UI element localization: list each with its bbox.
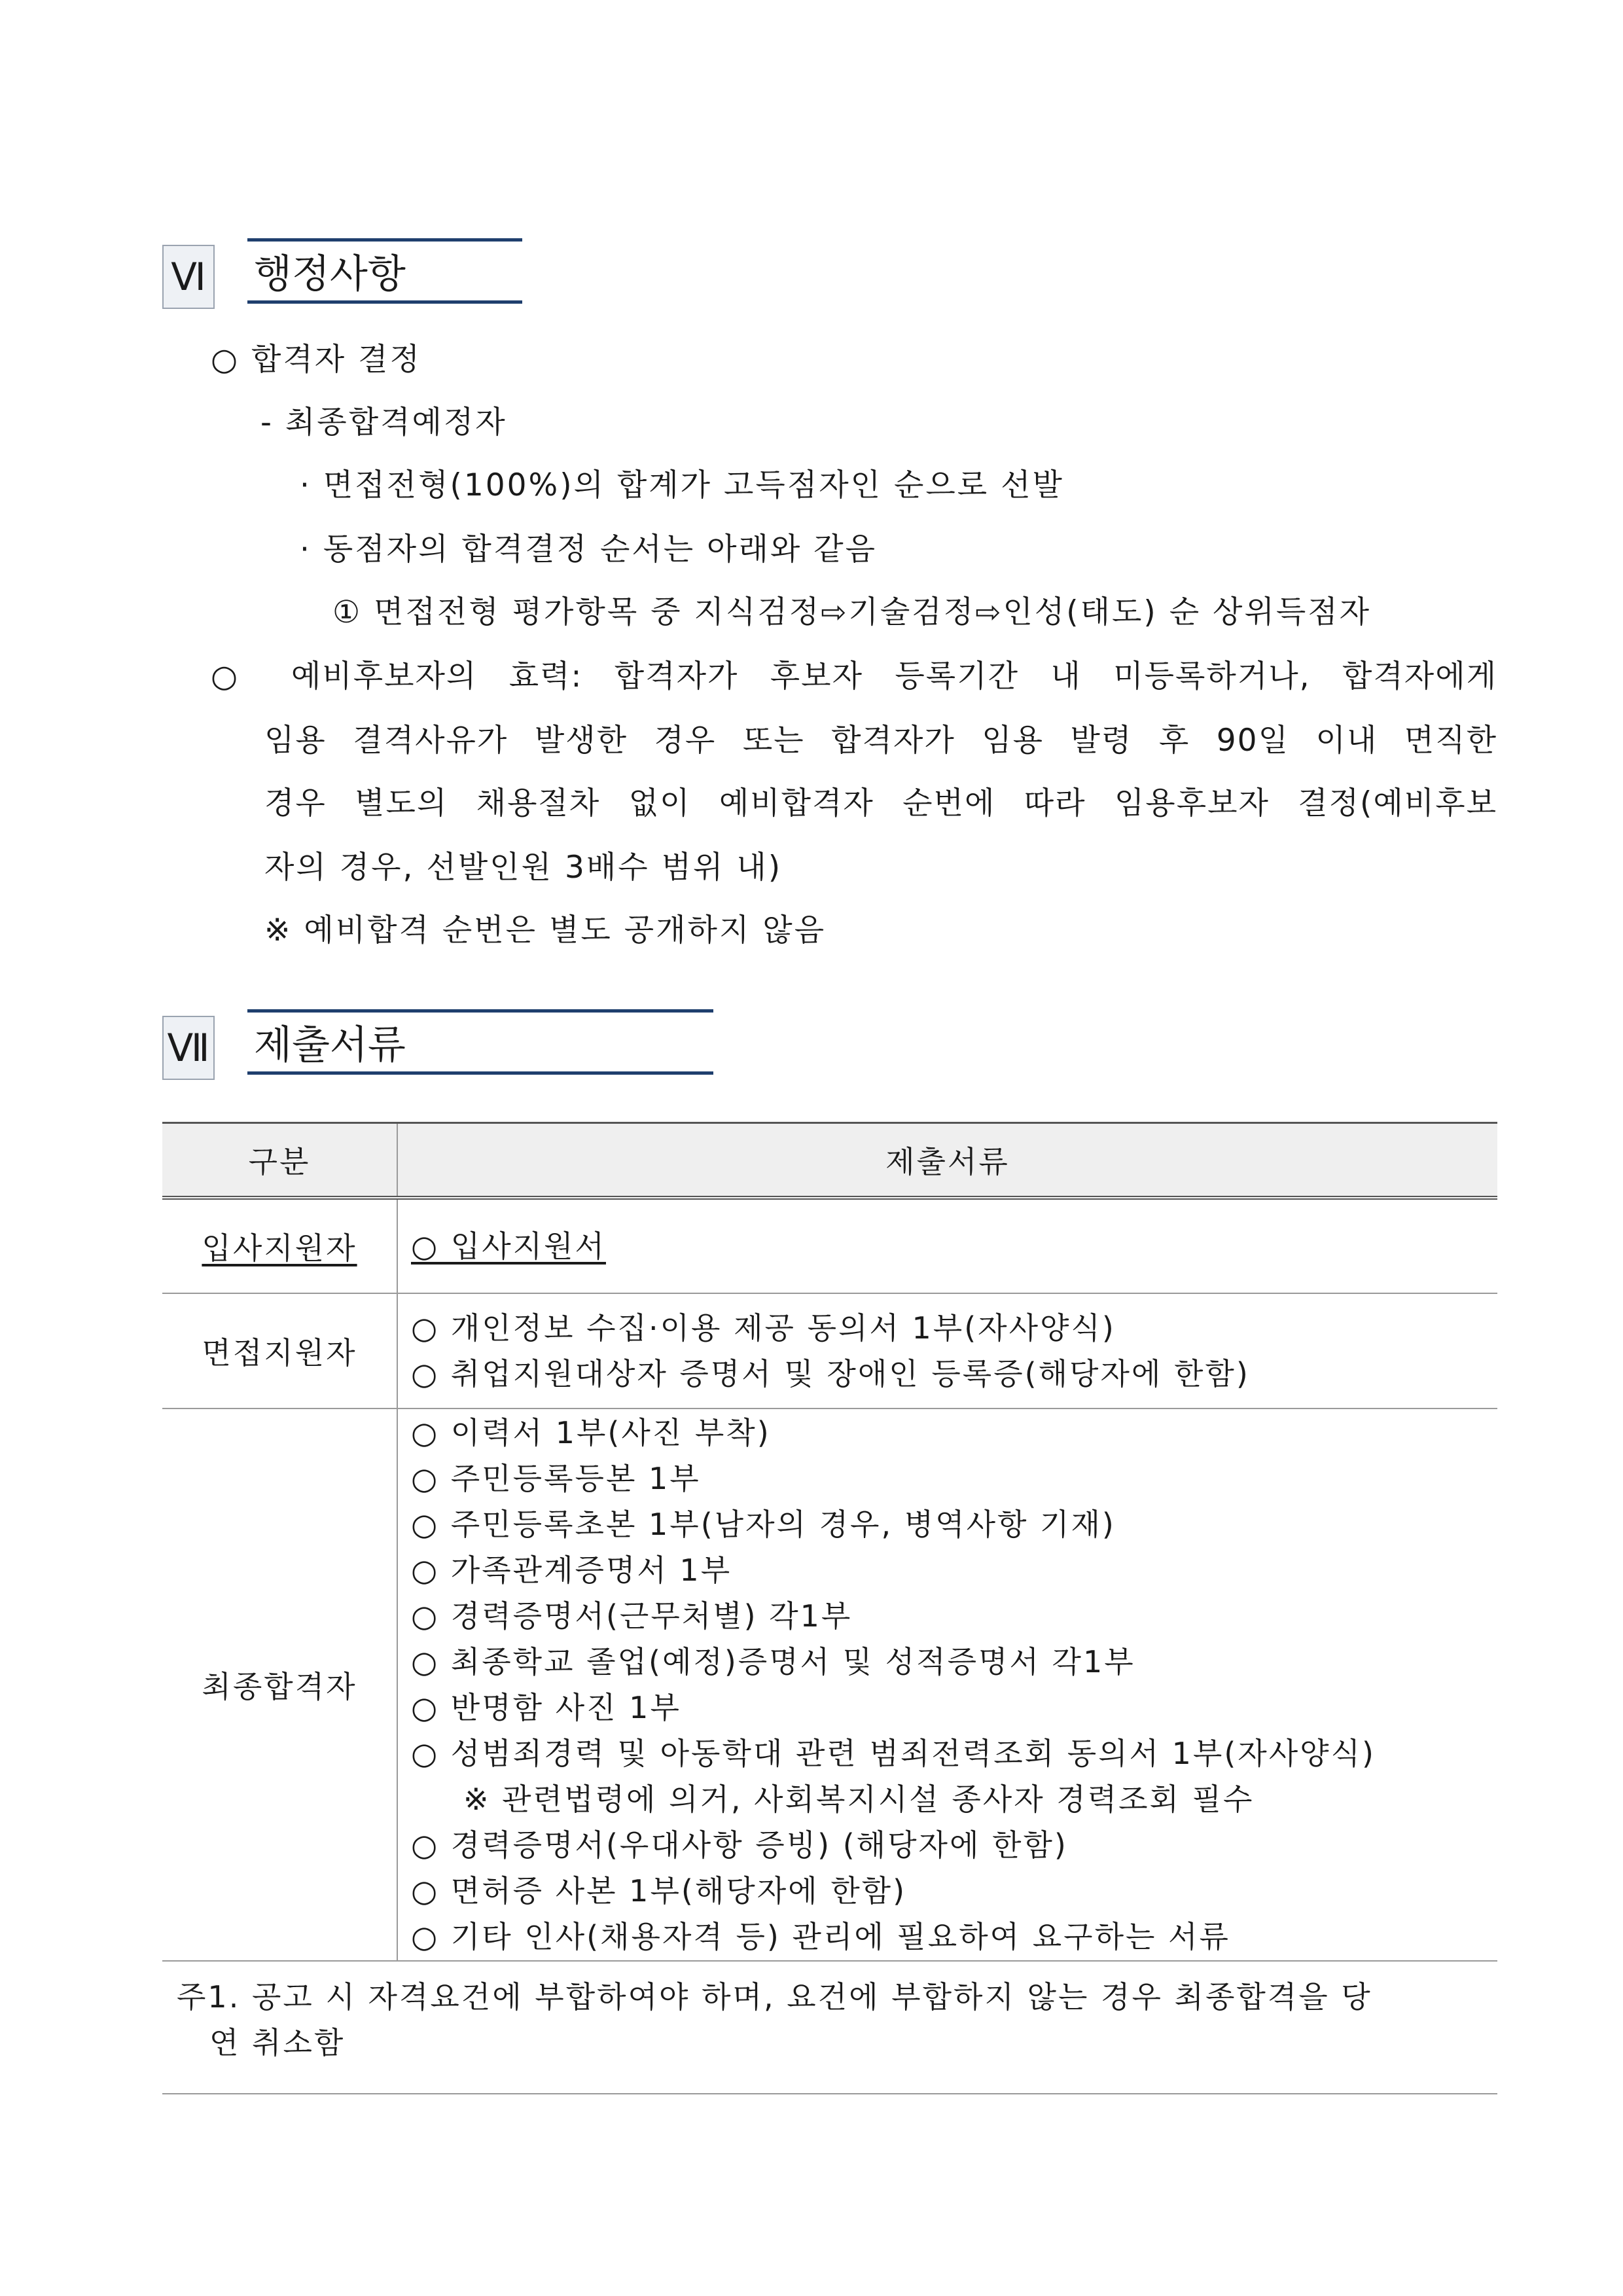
section-6-title: 행정사항 (247, 238, 522, 304)
section-6-header (162, 230, 529, 302)
documents-table (162, 1122, 1497, 1962)
doc-graduation-cert: ○ 최종학교 졸업(예정)증명서 및 성적증명서 각1부 (411, 1644, 1135, 1679)
doc-crime-check-note: ※ 관련법령에 의거, 사회복지시설 종사자 경력조회 필수 (463, 1782, 1255, 1817)
item-tie-order: ① 면접전형 평가항목 중 지식검정⇨기술검정⇨인성(태도) 순 상위득점자 (332, 594, 1372, 630)
table-row (162, 1198, 1497, 1293)
section-7-header (162, 1001, 751, 1073)
doc-support-certificate: ○ 취업지원대상자 증명서 및 장애인 등록증(해당자에 한함) (411, 1356, 1250, 1391)
doc-application-form: ○ 입사지원서 (411, 1229, 606, 1264)
doc-license-copy: ○ 면허증 사본 1부(해당자에 한함) (411, 1873, 907, 1909)
section-7-number: Ⅶ (162, 1016, 215, 1080)
table-row (162, 1293, 1497, 1408)
doc-crime-check-consent: ○ 성범죄경력 및 아동학대 관련 범죄전력조회 동의서 1부(자사양식) (411, 1736, 1376, 1771)
doc-privacy-consent: ○ 개인정보 수집·이용 제공 동의서 1부(자사양식) (411, 1310, 1116, 1346)
item-interview-score: · 면접전형(100%)의 합계가 고득점자인 순으로 선발 (300, 467, 1064, 503)
doc-resident-copy: ○ 주민등록등본 1부 (411, 1461, 701, 1496)
table-header-row (162, 1123, 1497, 1198)
item-reserve-effect-2: 임용 결격사유가 발생한 경우 또는 합격자가 임용 발령 후 90일 이내 면직한 (264, 723, 1497, 759)
footnote-line-1: 주1. 공고 시 자격요건에 부합하여야 하며, 요건에 부합하지 않는 경우 최종합격을 당 (177, 1979, 1372, 2015)
item-reserve-note: ※ 예비합격 순번은 별도 공개하지 않음 (264, 912, 827, 948)
item-pass-decision: ○ 합격자 결정 (211, 342, 421, 378)
doc-other: ○ 기타 인사(채용자격 등) 관리에 필요하여 요구하는 서류 (411, 1919, 1230, 1954)
doc-preference-cert: ○ 경력증명서(우대사항 증빙) (해당자에 한함) (411, 1827, 1068, 1863)
section-7-title: 제출서류 (247, 1009, 713, 1075)
doc-photo: ○ 반명함 사진 1부 (411, 1690, 681, 1725)
item-reserve-effect-4: 자의 경우, 선발인원 3배수 범위 내) (264, 850, 783, 886)
header-documents: 제출서류 (397, 1123, 1497, 1198)
category-applicant: 입사지원자 (202, 1230, 357, 1266)
table-row (162, 1408, 1497, 1961)
footnote (177, 1974, 1492, 2066)
category-interviewee: 면접지원자 (162, 1293, 397, 1408)
section-6-number: Ⅵ (162, 245, 215, 309)
item-reserve-effect-3: 경우 별도의 채용절차 없이 예비합격자 순번에 따라 임용후보자 결정(예비후보 (264, 785, 1497, 821)
doc-career-cert: ○ 경력증명서(근무처별) 각1부 (411, 1598, 853, 1634)
bottom-divider (162, 2093, 1497, 2094)
item-final-candidate: - 최종합격예정자 (260, 404, 507, 440)
doc-resume: ○ 이력서 1부(사진 부착) (411, 1415, 771, 1450)
item-reserve-effect: ○ 예비후보자의 효력: 합격자가 후보자 등록기간 내 미등록하거나, 합격자에게 (211, 658, 1497, 694)
doc-resident-abstract: ○ 주민등록초본 1부(남자의 경우, 병역사항 기재) (411, 1507, 1116, 1542)
doc-family-cert: ○ 가족관계증명서 1부 (411, 1552, 732, 1588)
item-tie-rule: · 동점자의 합격결정 순서는 아래와 같음 (300, 531, 878, 567)
header-category: 구분 (162, 1123, 397, 1198)
footnote-line-2: 연 취소함 (209, 2025, 346, 2060)
category-final: 최종합격자 (162, 1408, 397, 1961)
